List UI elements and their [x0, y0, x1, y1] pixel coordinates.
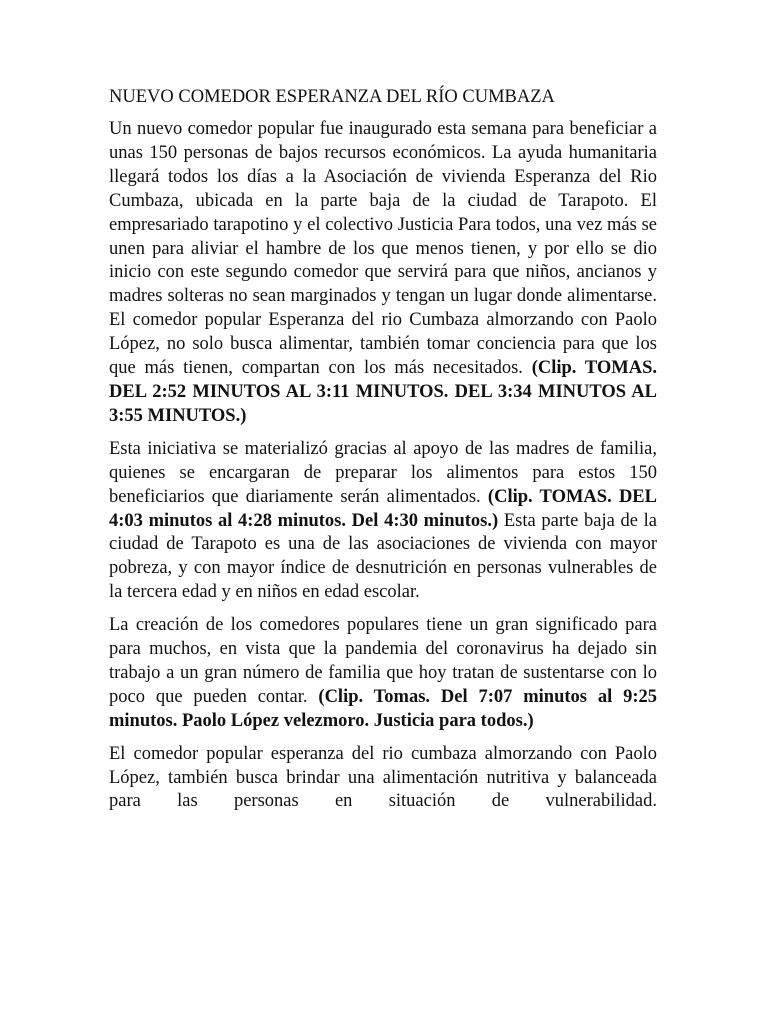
paragraph-3-text: La creación de los comedores populares tiene un gran significado para para muchos, en vista que la pandemia del coronavirus ha dejado sin trabajo a un gran número de familia que hoy tratan de sustentarse con lo poco que pueden contar. — [109, 615, 657, 707]
paragraph-2-text-after: Esta parte baja de la ciudad de Tarapoto es una de las asociaciones de vivienda con mayor pobreza, y con mayor índice de desnutrición en personas vulnerables de la tercera edad y en niños en edad escolar. — [109, 510, 658, 603]
paragraph-1-text: Un nuevo comedor popular fue inaugurado esta semana para beneficiar a unas 150 personas de bajos recursos económicos. La ayuda humanitaria llegará todos los días a la Asociación de vivienda Esperanza del Rio Cumbaza, ubicada en la parte baja de la ciudad de Tarapoto. El empresariado tarapotino y el colectivo Justicia Para todos, una vez más se unen para aliviar el hambre de los que menos tienen, y por ello se dio inicio con este segundo comedor que servirá para que niños, ancianos y madres solteras no sean marginados y tengan un lugar donde alimentarse. El comedor popular Esperanza del rio Cumbaza almorzando con Paolo López, no solo busca alimentar, también tomar conciencia para que los que más tienen, compartan con los más necesitados. — [109, 119, 657, 379]
document-page — [109, 85, 657, 823]
paragraph-2 — [109, 438, 657, 605]
paragraph-4-text: El comedor popular esperanza del rio cumbaza almorzando con Paolo López, también busca brindar una alimentación nutritiva y balanceada para las personas en situación de vulnerabilidad. — [109, 743, 657, 812]
paragraph-1 — [109, 118, 657, 429]
paragraph-4 — [109, 743, 657, 815]
paragraph-2-clip: (Clip. TOMAS. DEL 4:03 minutos al 4:28 minutos. Del 4:30 minutos.) — [109, 486, 657, 531]
paragraph-3 — [109, 614, 657, 734]
paragraph-1-clip: (Clip. TOMAS. DEL 2:52 MINUTOS AL 3:11 MINUTOS. DEL 3:34 MINUTOS AL 3:55 MINUTOS.) — [109, 358, 657, 426]
document-title: NUEVO COMEDOR ESPERANZA DEL RÍO CUMBAZA — [109, 87, 555, 107]
paragraph-3-clip: (Clip. Tomas. Del 7:07 minutos al 9:25 minutos. Paolo López velezmoro. Justicia para todos.) — [109, 686, 658, 731]
paragraph-2-text: Esta iniciativa se materializó gracias al apoyo de las madres de familia, quienes se encargaran de preparar los alimentos para estos 150 beneficiarios que diariamente serán alimentados. — [109, 438, 657, 507]
